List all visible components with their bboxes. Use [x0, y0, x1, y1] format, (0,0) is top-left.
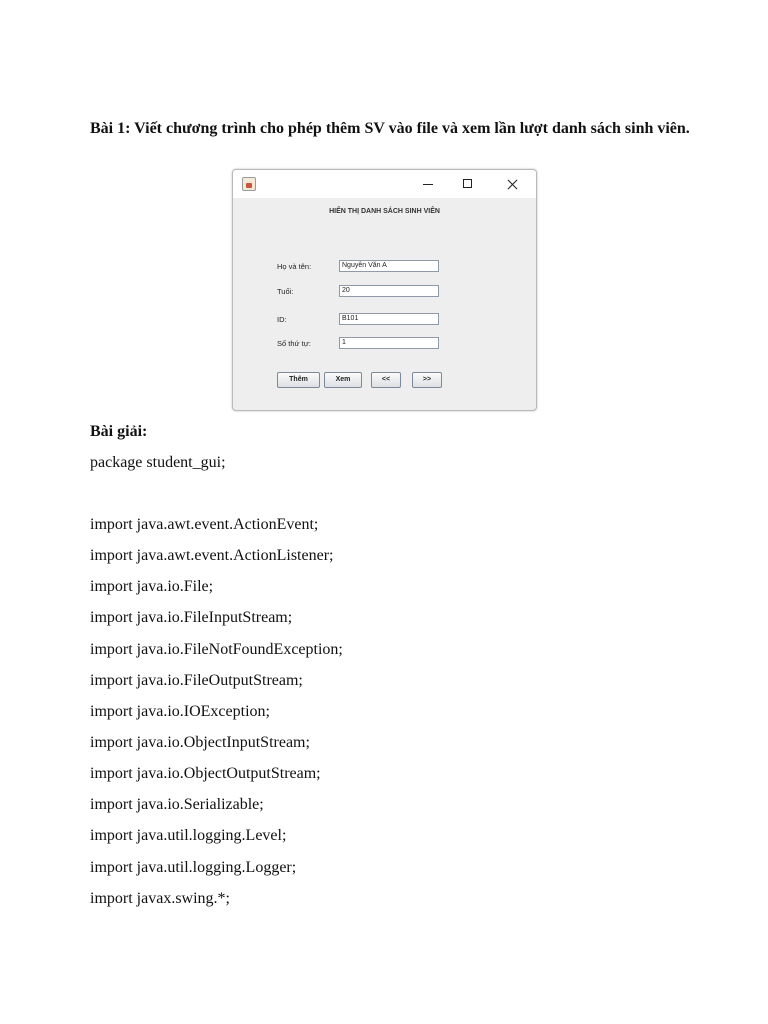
id-label: ID: [277, 315, 287, 324]
import-line: import java.io.ObjectInputStream; [90, 733, 310, 751]
minimize-icon[interactable] [408, 170, 448, 198]
import-line: import java.io.IOException; [90, 702, 270, 720]
package-line: package student_gui; [90, 454, 226, 471]
import-line: import java.io.FileNotFoundException; [90, 640, 343, 658]
age-field[interactable]: 20 [339, 285, 439, 297]
age-label: Tuổi: [277, 287, 294, 296]
previous-button[interactable]: << [371, 372, 401, 388]
name-field[interactable]: Nguyễn Văn A [339, 260, 439, 272]
import-line: import java.io.FileOutputStream; [90, 671, 303, 689]
import-line: import java.io.FileInputStream; [90, 609, 293, 627]
view-button[interactable]: Xem [324, 372, 362, 388]
import-line: import javax.swing.*; [90, 889, 230, 907]
order-field[interactable]: 1 [339, 337, 439, 349]
import-line: import java.util.logging.Logger; [90, 858, 297, 876]
import-line: import java.util.logging.Level; [90, 827, 287, 845]
window-titlebar [233, 170, 536, 198]
exercise-title: Bài 1: Viết chương trình cho phép thêm SV vào file và xem lần lượt danh sách sinh viên. [90, 120, 690, 137]
package-block [90, 453, 226, 473]
order-label: Số thứ tự: [277, 339, 311, 348]
import-line: import java.awt.event.ActionListener; [90, 547, 334, 565]
student-list-window [232, 169, 537, 411]
imports-list [90, 515, 343, 920]
window-header: HIỂN THỊ DANH SÁCH SINH VIÊN [329, 208, 440, 215]
name-label: Họ và tên: [277, 262, 312, 271]
add-button[interactable]: Thêm [277, 372, 320, 388]
import-line: import java.io.File; [90, 578, 214, 596]
maximize-icon[interactable] [448, 170, 488, 198]
import-line: import java.io.ObjectOutputStream; [90, 765, 321, 783]
java-cup-icon [242, 177, 256, 191]
close-icon[interactable] [493, 170, 533, 198]
import-line: import java.io.Serializable; [90, 796, 264, 814]
import-line: import java.awt.event.ActionEvent; [90, 516, 319, 533]
next-button[interactable]: >> [412, 372, 442, 388]
solution-heading: Bài giải: [90, 423, 148, 440]
id-field[interactable]: B101 [339, 313, 439, 325]
